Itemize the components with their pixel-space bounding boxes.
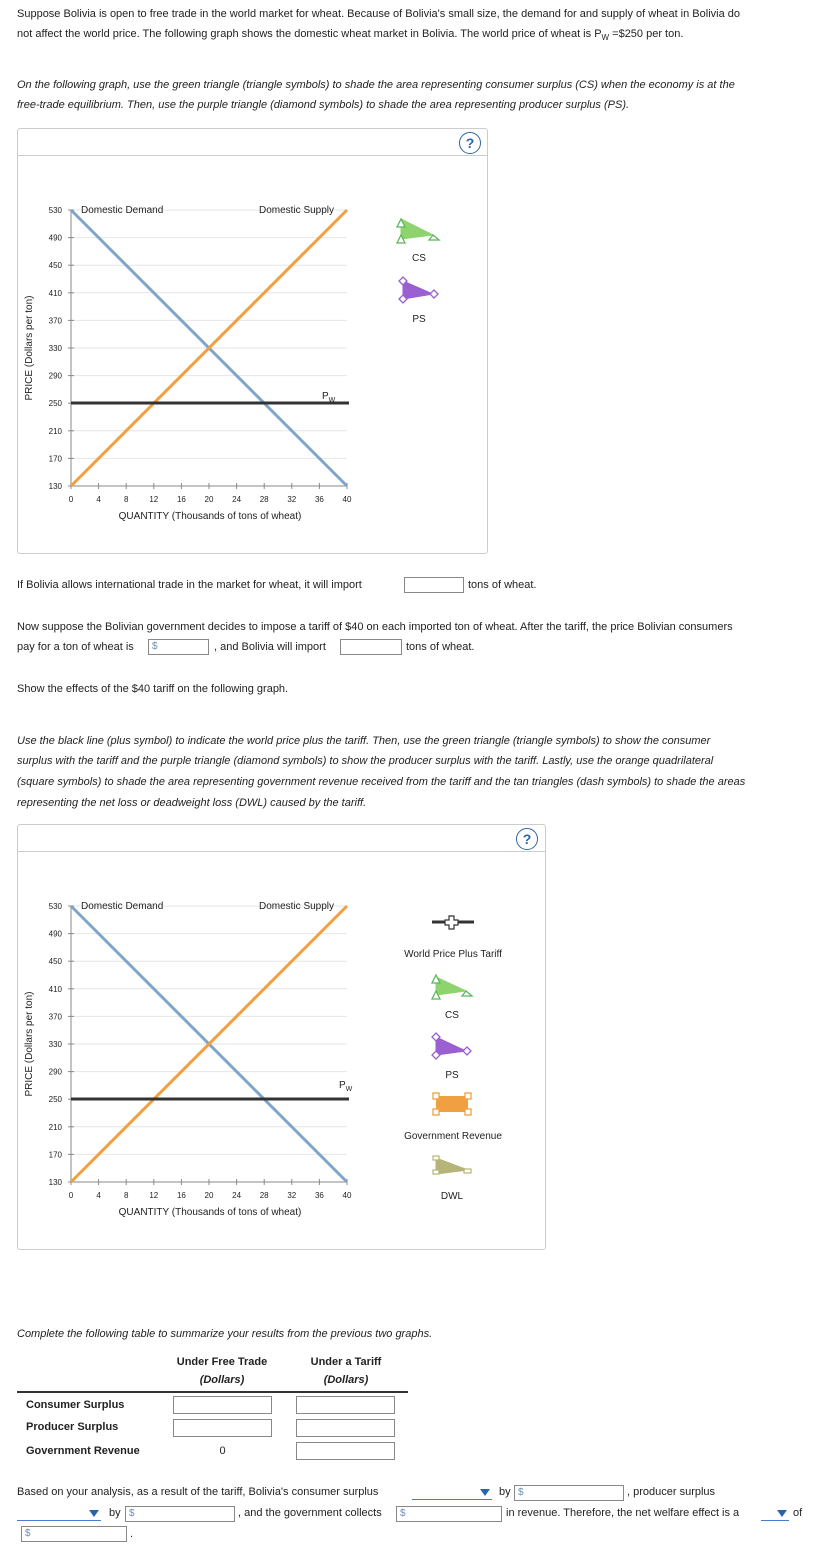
col-subheader-free-trade: (Dollars) (199, 1374, 245, 1386)
instruction-1-line-1: On the following graph, use the green triangle (triangle symbols) to shade the area representing consumer surplus (CS) when the economy is at the (17, 79, 735, 91)
chevron-down-icon (480, 1489, 490, 1496)
cs-change-amount-input[interactable]: $ (514, 1485, 624, 1501)
y-tick-label: 130 (48, 1178, 62, 1187)
ps-tool-icon[interactable] (432, 1033, 471, 1059)
y-tick-label: 370 (48, 316, 62, 326)
help-icon-2[interactable]: ? (516, 828, 538, 850)
x-tick-label: 24 (232, 1191, 242, 1200)
cs-tool-label: CS (445, 1010, 459, 1021)
y-tick-label: 410 (48, 288, 62, 298)
x-tick-label: 32 (287, 495, 297, 504)
graph-2-svg (18, 825, 545, 1249)
cs-tariff-input[interactable] (296, 1396, 395, 1414)
conclusion-rev: in revenue. Therefore, the net welfare effect is a (506, 1507, 740, 1519)
y-tick-label: 250 (48, 399, 62, 409)
government-revenue-tool-label: Government Revenue (404, 1131, 502, 1142)
import-quantity-input[interactable] (404, 577, 464, 593)
x-tick-label: 4 (96, 495, 101, 504)
y-tick-label: 330 (48, 1040, 62, 1049)
y-tick-label: 490 (48, 929, 62, 939)
y-tick-label: 130 (48, 482, 62, 491)
cs-tool-icon[interactable] (397, 219, 439, 243)
row-label-producer-surplus: Producer Surplus (26, 1421, 119, 1433)
x-tick-label: 28 (259, 495, 269, 504)
y-tick-label: 290 (48, 371, 62, 381)
y-tick-label: 370 (48, 1012, 62, 1022)
ps-change-dropdown[interactable] (17, 1506, 101, 1521)
gov-revenue-tariff-input[interactable] (296, 1442, 395, 1460)
supply-label: Domestic Supply (259, 205, 335, 216)
y-tick-label: 210 (48, 1122, 62, 1132)
x-tick-label: 12 (149, 1191, 159, 1200)
world-price-symbol: $P_W$ (594, 28, 610, 43)
y-tick-label: 450 (48, 261, 62, 271)
row-label-consumer-surplus: Consumer Surplus (26, 1399, 125, 1411)
world-price-label: $P_W$ (322, 391, 336, 404)
y-tick-label: 250 (48, 1095, 62, 1105)
x-tick-label: 36 (314, 1191, 324, 1200)
conclusion-pre: Based on your analysis, as a result of the tariff, Bolivia's consumer surplus (17, 1486, 379, 1498)
gov-revenue-amount-input[interactable]: $ (396, 1506, 502, 1522)
tariff-question-pre: pay for a ton of wheat is (17, 641, 134, 653)
y-tick-label: 490 (48, 233, 62, 243)
x-tick-label: 40 (342, 1191, 352, 1200)
supply-label: Domestic Supply (259, 901, 335, 912)
x-tick-label: 0 (68, 1191, 74, 1200)
ps-tariff-input[interactable] (296, 1419, 395, 1437)
y-tick-label: 290 (48, 1067, 62, 1077)
y-tick-label: 330 (48, 344, 62, 353)
instruction-2-line-1: Use the black line (plus symbol) to indicate the world price plus the tariff. Then, use the green triangle (triangle symbols) to show the consumer (17, 735, 711, 747)
tariff-question-mid: , and Bolivia will import (214, 641, 326, 653)
import-question-unit: tons of wheat. (468, 579, 537, 591)
ps-free-trade-input[interactable] (173, 1419, 272, 1437)
conclusion-by-2: by (109, 1507, 121, 1519)
tariff-import-input[interactable] (340, 639, 402, 655)
x-tick-label: 0 (68, 495, 74, 504)
net-welfare-dropdown[interactable] (761, 1506, 789, 1521)
y-tick-label: 530 (48, 206, 62, 215)
ps-tool-icon[interactable] (399, 277, 438, 303)
col-subheader-tariff: (Dollars) (323, 1374, 369, 1386)
x-tick-label: 8 (123, 495, 129, 504)
table-header-rule (17, 1391, 408, 1393)
world-price-label: $P_W$ (339, 1080, 353, 1093)
col-header-free-trade: Under Free Trade (176, 1356, 268, 1368)
x-tick-label: 24 (232, 495, 242, 504)
cs-tool-label: CS (412, 253, 426, 264)
y-axis-label: PRICE (Dollars per ton) (24, 991, 35, 1097)
x-tick-label: 8 (123, 1191, 129, 1200)
x-tick-label: 32 (287, 1191, 297, 1200)
help-icon[interactable]: ? (459, 132, 481, 154)
tariff-question-unit: tons of wheat. (406, 641, 475, 653)
x-tick-label: 12 (149, 495, 159, 504)
chevron-down-icon (777, 1510, 787, 1517)
demand-label: Domestic Demand (81, 205, 164, 216)
y-tick-label: 530 (48, 902, 62, 911)
x-tick-label: 40 (342, 495, 352, 504)
world-price-plus-tariff-tool-icon[interactable] (432, 916, 474, 929)
net-welfare-amount-input[interactable]: $ (21, 1526, 127, 1542)
conclusion-gov: , and the government collects (238, 1507, 382, 1519)
tariff-question-line-1: Now suppose the Bolivian government decides to impose a tariff of $40 on each imported ton of wheat. After the tariff, the price Bolivian consumers (17, 621, 733, 633)
gov-revenue-free-trade-value: 0 (219, 1445, 226, 1457)
demand-label: Domestic Demand (81, 901, 164, 912)
y-tick-label: 450 (48, 957, 62, 967)
cs-free-trade-input[interactable] (173, 1396, 272, 1414)
dwl-tool-label: DWL (440, 1191, 464, 1202)
conclusion-end: . (130, 1528, 134, 1540)
show-effects-text: Show the effects of the $40 tariff on the following graph. (17, 683, 289, 695)
x-tick-label: 20 (204, 495, 214, 504)
dwl-tool-icon[interactable] (433, 1156, 471, 1174)
graph-1-svg (18, 129, 487, 553)
x-tick-label: 28 (259, 1191, 269, 1200)
y-tick-label: 410 (48, 984, 62, 994)
table-intro: Complete the following table to summarize your results from the previous two graphs. (17, 1328, 433, 1340)
government-revenue-tool-icon[interactable] (433, 1093, 471, 1115)
import-question: If Bolivia allows international trade in the market for wheat, it will import (17, 579, 362, 591)
cs-tool-icon[interactable] (432, 975, 472, 999)
instruction-2-line-3: (square symbols) to shade the area representing government revenue received from the tariff and the tan triangles (dash symbols) to shade the areas (17, 776, 746, 788)
intro-line-2: not affect the world price. The following graph shows the domestic wheat market in Bolivia. The world price of wheat is $P_W$ =$250 per ton. (17, 28, 684, 43)
instruction-2-line-4: representing the net loss or deadweight loss (DWL) caused by the tariff. (17, 797, 367, 809)
cs-change-dropdown[interactable] (412, 1485, 492, 1500)
x-axis-label: QUANTITY (Thousands of tons of wheat) (118, 1207, 302, 1218)
ps-tool-label: PS (412, 314, 426, 325)
x-tick-label: 20 (204, 1191, 214, 1200)
world-price-plus-tariff-label: World Price Plus Tariff (404, 949, 502, 960)
col-header-tariff: Under a Tariff (310, 1356, 382, 1368)
conclusion-by-1: by (499, 1486, 511, 1498)
instruction-2-line-2: surplus with the tariff and the purple triangle (diamond symbols) to show the producer surplus with the tariff. Lastly, use the orange quadrilateral (17, 755, 714, 767)
row-label-government-revenue: Government Revenue (26, 1445, 140, 1457)
graph-2-panel (17, 824, 546, 1250)
x-tick-label: 16 (176, 495, 186, 504)
tariff-price-input[interactable]: $ (148, 639, 209, 655)
graph-1-panel (17, 128, 488, 554)
instruction-1-line-2: free-trade equilibrium. Then, use the purple triangle (diamond symbols) to shade the area representing producer surplus (PS). (17, 99, 630, 111)
chevron-down-icon (89, 1510, 99, 1517)
ps-tool-label: PS (445, 1070, 459, 1081)
y-axis-label: PRICE (Dollars per ton) (24, 295, 35, 401)
conclusion-ps: , producer surplus (627, 1486, 716, 1498)
x-tick-label: 36 (314, 495, 324, 504)
x-tick-label: 16 (176, 1191, 186, 1200)
x-axis-label: QUANTITY (Thousands of tons of wheat) (118, 511, 302, 522)
ps-change-amount-input[interactable]: $ (125, 1506, 235, 1522)
y-tick-label: 170 (48, 1150, 62, 1160)
x-tick-label: 4 (96, 1191, 101, 1200)
conclusion-of: of (793, 1507, 803, 1519)
y-tick-label: 170 (48, 454, 62, 464)
intro-line-1: Suppose Bolivia is open to free trade in the world market for wheat. Because of Bolivia's small size, the demand for and supply of wheat in Bolivia do (17, 8, 740, 20)
y-tick-label: 210 (48, 426, 62, 436)
